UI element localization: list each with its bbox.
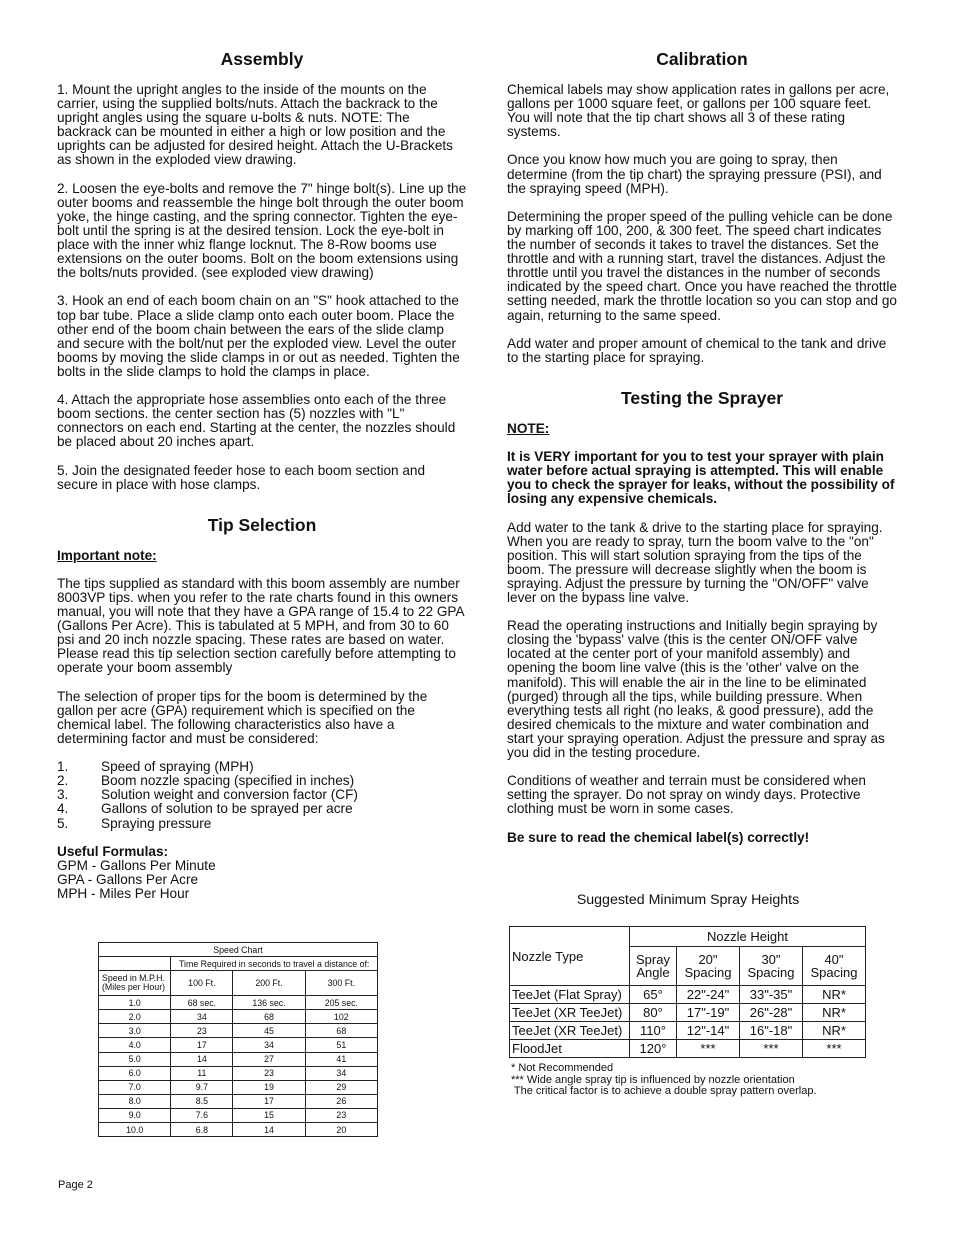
testing-heading: Testing the Sprayer [620,387,784,408]
table-cell: 17 [171,1038,233,1052]
assembly-heading: Assembly [220,49,304,69]
useful-formulas [57,845,467,901]
page-number: Page 2 [58,1179,93,1191]
table-cell: 45 [233,1024,305,1038]
list-item: 4. Gallons of solution to be sprayed per acre [57,801,353,817]
column-header: 100 Ft. [171,971,233,996]
table-cell: 3.0 [99,1024,171,1038]
table-row [99,1066,378,1080]
table-cell: 12"-14" [677,1022,740,1040]
testing-note-label: NOTE: [507,420,550,436]
table-cell: NR* [803,986,866,1004]
assembly-step-3: 3. Hook an end of each boom chain on an "S" hook attached to the top bar tube. Place a slide clamp onto each outer boom. Place the other end of the boom chain between the ears of the slide clamp and secure with the bolt/nut per the exploded view. Level the outer booms by moving the slide clamps in or out as needed. Tighten the bolts in the slide clamps to hold the clamps in place. [57,293,460,379]
table-cell: TeeJet (XR TeeJet) [510,1022,630,1040]
footnote: *** Wide angle spray tip is influenced by nozzle orientation [511,1073,795,1086]
table-cell: 19 [233,1080,305,1094]
footnote: * Not Recommended [511,1062,614,1074]
formula-mph: MPH - Miles Per Hour [57,885,190,901]
table-cell: 34 [233,1038,305,1052]
column-header: 20" Spacing [677,947,740,986]
assembly-step-5: 5. Join the designated feeder hose to each boom section and secure in place with hose clamps. [57,462,426,492]
table-cell: 14 [233,1123,305,1137]
tip-selection-heading: Tip Selection [207,514,317,535]
list-item: 3. Solution weight and conversion factor (CF) [57,787,358,803]
table-cell: 2.0 [99,1010,171,1024]
table-row [99,996,378,1010]
table-row [510,1022,866,1040]
column-header: 200 Ft. [233,971,305,996]
list-item: 5. Spraying pressure [57,815,212,831]
table-row [99,1010,378,1024]
speed-chart-subtitle: Time Required in seconds to travel a distance of: [171,957,378,971]
table-row [510,1004,866,1022]
calibration-paragraph-3: Determining the proper speed of the pulling vehicle can be done by marking off 100, 200, & 300 feet. The speed chart indicates the number of seconds it takes to travel the distances. Set the throttle and with a running start, travel the distances. Adjust the throttle until you travel the distances in the number of seconds indicated by the speed chart. Once you have reached the throttle setting needed, mark the throttle location so you can stop and go again, returning to the same speed. [507,208,897,323]
table-cell: 7.6 [171,1108,233,1122]
table-cell: 14 [171,1052,233,1066]
table-cell: 205 sec. [305,996,377,1010]
table-cell: 5.0 [99,1052,171,1066]
table-cell: 7.0 [99,1080,171,1094]
chemical-label-warning: Be sure to read the chemical label(s) correctly! [507,829,810,845]
assembly-step-4: 4. Attach the appropriate hose assemblies onto each of the three boom sections. the center section has (5) nozzles with "L" connectors on each end. Starting at the center, the nozzles should be placed about 20 inches apart. [57,392,456,450]
right-column [507,48,897,859]
formula-gpm: GPM - Gallons Per Minute [57,857,216,873]
spray-heights-title: Suggested Minimum Spray Heights [576,892,800,908]
table-row [99,1038,378,1052]
table-cell: 27 [233,1052,305,1066]
table-cell: 41 [305,1052,377,1066]
calibration-paragraph-2: Once you know how much you are going to spray, then determine (from the tip chart) the spraying pressure (PSI), and the spraying speed (MPH). [507,152,882,196]
characteristics-list [57,760,467,830]
table-cell: TeeJet (XR TeeJet) [510,1004,630,1022]
nozzle-type-header: Nozzle Type [510,927,630,986]
important-note-label: Important note: [57,547,157,563]
list-item: 1. Speed of spraying (MPH) [57,759,254,775]
table-cell: 120° [630,1040,677,1058]
table-cell: 9.0 [99,1108,171,1122]
testing-paragraph-3: Conditions of weather and terrain must be considered when setting the sprayer. Do not spray on windy days. Protective clothing must be worn in some cases. [507,773,866,817]
table-cell: 20 [305,1123,377,1137]
testing-note-text: It is VERY important for you to test your sprayer with plain water before actual spraying is attempted. This will enable you to check the sprayer for leaks, without the possibility of losing any expensive chemicals. [507,449,895,507]
table-cell: 16"-18" [740,1022,803,1040]
table-cell: 23 [305,1108,377,1122]
spray-heights-table [509,926,866,1058]
table-row [99,1024,378,1038]
footnote: The critical factor is to achieve a double spray pattern overlap. [511,1085,817,1097]
nozzle-height-header: Nozzle Height [630,927,866,947]
table-cell: 34 [171,1010,233,1024]
table-cell: 136 sec. [233,996,305,1010]
tip-selection-paragraph-2: The selection of proper tips for the boom is determined by the gallon per acre (GPA) requirement which is specified on the chemical label. The following characteristics also have a determining factor and must be considered: [57,688,428,746]
table-row [99,1108,378,1122]
table-cell: 1.0 [99,996,171,1010]
speed-column-header: Speed in M.P.H. (Miles per Hour) [99,971,171,996]
tip-selection-paragraph-1: The tips supplied as standard with this boom assembly are number 8003VP tips. when you refer to the rate charts found in this owners manual, you will note that they have a GPA range of 15.4 to 22 GPA (Gallons Per Acre). This is tabulated at 5 MPH, and from 30 to 60 psi and 20 inch nozzle spacing. These rates are based on water. Please read this tip selection section carefully before attempting to operate your boom assembly [57,575,464,676]
calibration-paragraph-4: Add water and proper amount of chemical to the tank and drive to the starting place for spraying. [507,335,887,365]
table-cell: 65° [630,986,677,1004]
table-cell: FloodJet [510,1040,630,1058]
list-item: 2. Boom nozzle spacing (specified in inches) [57,773,355,789]
table-cell: 6.8 [171,1123,233,1137]
table-cell: 17"-19" [677,1004,740,1022]
assembly-step-1: 1. Mount the upright angles to the inside of the mounts on the carrier, using the supplied bolts/nuts. Attach the backrack to the upright angles using the square u-bolts & nuts. NOTE: The backrack can be mounted in either a high or low position and the uprights can be adjusted for desired height. Attach the U-Brackets as shown in the exploded view drawing. [57,82,453,168]
column-header: 300 Ft. [305,971,377,996]
testing-paragraph-1: Add water to the tank & drive to the starting place for spraying. When you are ready to spray, turn the boom valve to the "on" position. This will start solution spraying from the tips of the boom. The pressure will decrease slightly when the boom is spraying. Adjust the pressure by turning the "ON/OFF" valve lever on the bypass line valve. [507,519,883,605]
spray-heights-footnotes [511,1063,817,1098]
table-cell: 4.0 [99,1038,171,1052]
table-cell: 26 [305,1094,377,1108]
table-cell: *** [803,1040,866,1058]
speed-chart-title: Speed Chart [99,943,378,957]
table-cell: *** [740,1040,803,1058]
calibration-paragraph-1: Chemical labels may show application rates in gallons per acre, gallons per 1000 square feet, or gallons per 100 square feet. You will note that the tip chart shows all 3 of these rating systems. [507,82,890,140]
formulas-label: Useful Formulas: [57,843,169,859]
table-cell: 10.0 [99,1123,171,1137]
table-row [510,1040,866,1058]
table-cell: 6.0 [99,1066,171,1080]
table-row [99,1080,378,1094]
testing-paragraph-2: Read the operating instructions and Initially begin spraying by closing the 'bypass' valve (this is the center ON/OFF valve located at the center port of your manifold assembly) and opening the boom line valve (this is the 'other' valve on the manifold). This will enable the air in the line to be eliminated (purged) through all the tips, while building pressure. When everything tests all right (no leaks, & good pressure), add the desired chemicals to the mixture and water combination and start your spraying operation. Adjust the pressure and spray as you did in the testing procedure. [507,618,885,761]
table-cell: 15 [233,1108,305,1122]
formula-gpa: GPA - Gallons Per Acre [57,871,199,887]
table-cell: 23 [233,1066,305,1080]
table-row [99,1052,378,1066]
table-cell: 22"-24" [677,986,740,1004]
table-cell: NR* [803,1022,866,1040]
table-row [510,986,866,1004]
assembly-step-2: 2. Loosen the eye-bolts and remove the 7" hinge bolt(s). Line up the outer booms and reassemble the hinge bolt through the outer boom yoke, the hinge casting, and the spring connector. Tighten the eye-bolt until the spring is at the desired tension. Lock the eye-bolt in place with the inner whiz flange locknut. The 8-Row booms use extensions on the outer booms. Bolt on the boom extensions using the bolts/nuts provided. (see exploded view drawing) [57,180,467,281]
table-cell: 34 [305,1066,377,1080]
table-row [99,1094,378,1108]
table-cell: NR* [803,1004,866,1022]
table-cell: 23 [171,1024,233,1038]
table-cell: 102 [305,1010,377,1024]
table-cell: 68 [233,1010,305,1024]
left-column [57,48,467,901]
table-row [99,1123,378,1137]
table-cell: *** [677,1040,740,1058]
column-header: Spray Angle [630,947,677,986]
table-cell: 8.5 [171,1094,233,1108]
table-cell: 80° [630,1004,677,1022]
column-header: 30" Spacing [740,947,803,986]
table-cell: 51 [305,1038,377,1052]
table-cell: 110° [630,1022,677,1040]
table-cell: 68 [305,1024,377,1038]
table-cell: 68 sec. [171,996,233,1010]
table-cell: 9.7 [171,1080,233,1094]
table-cell: 26"-28" [740,1004,803,1022]
table-cell: TeeJet (Flat Spray) [510,986,630,1004]
table-cell: 33"-35" [740,986,803,1004]
table-cell: 11 [171,1066,233,1080]
table-cell: 8.0 [99,1094,171,1108]
speed-chart [98,942,378,1137]
table-cell: 29 [305,1080,377,1094]
table-cell: 17 [233,1094,305,1108]
column-header: 40" Spacing [803,947,866,986]
calibration-heading: Calibration [656,49,748,69]
